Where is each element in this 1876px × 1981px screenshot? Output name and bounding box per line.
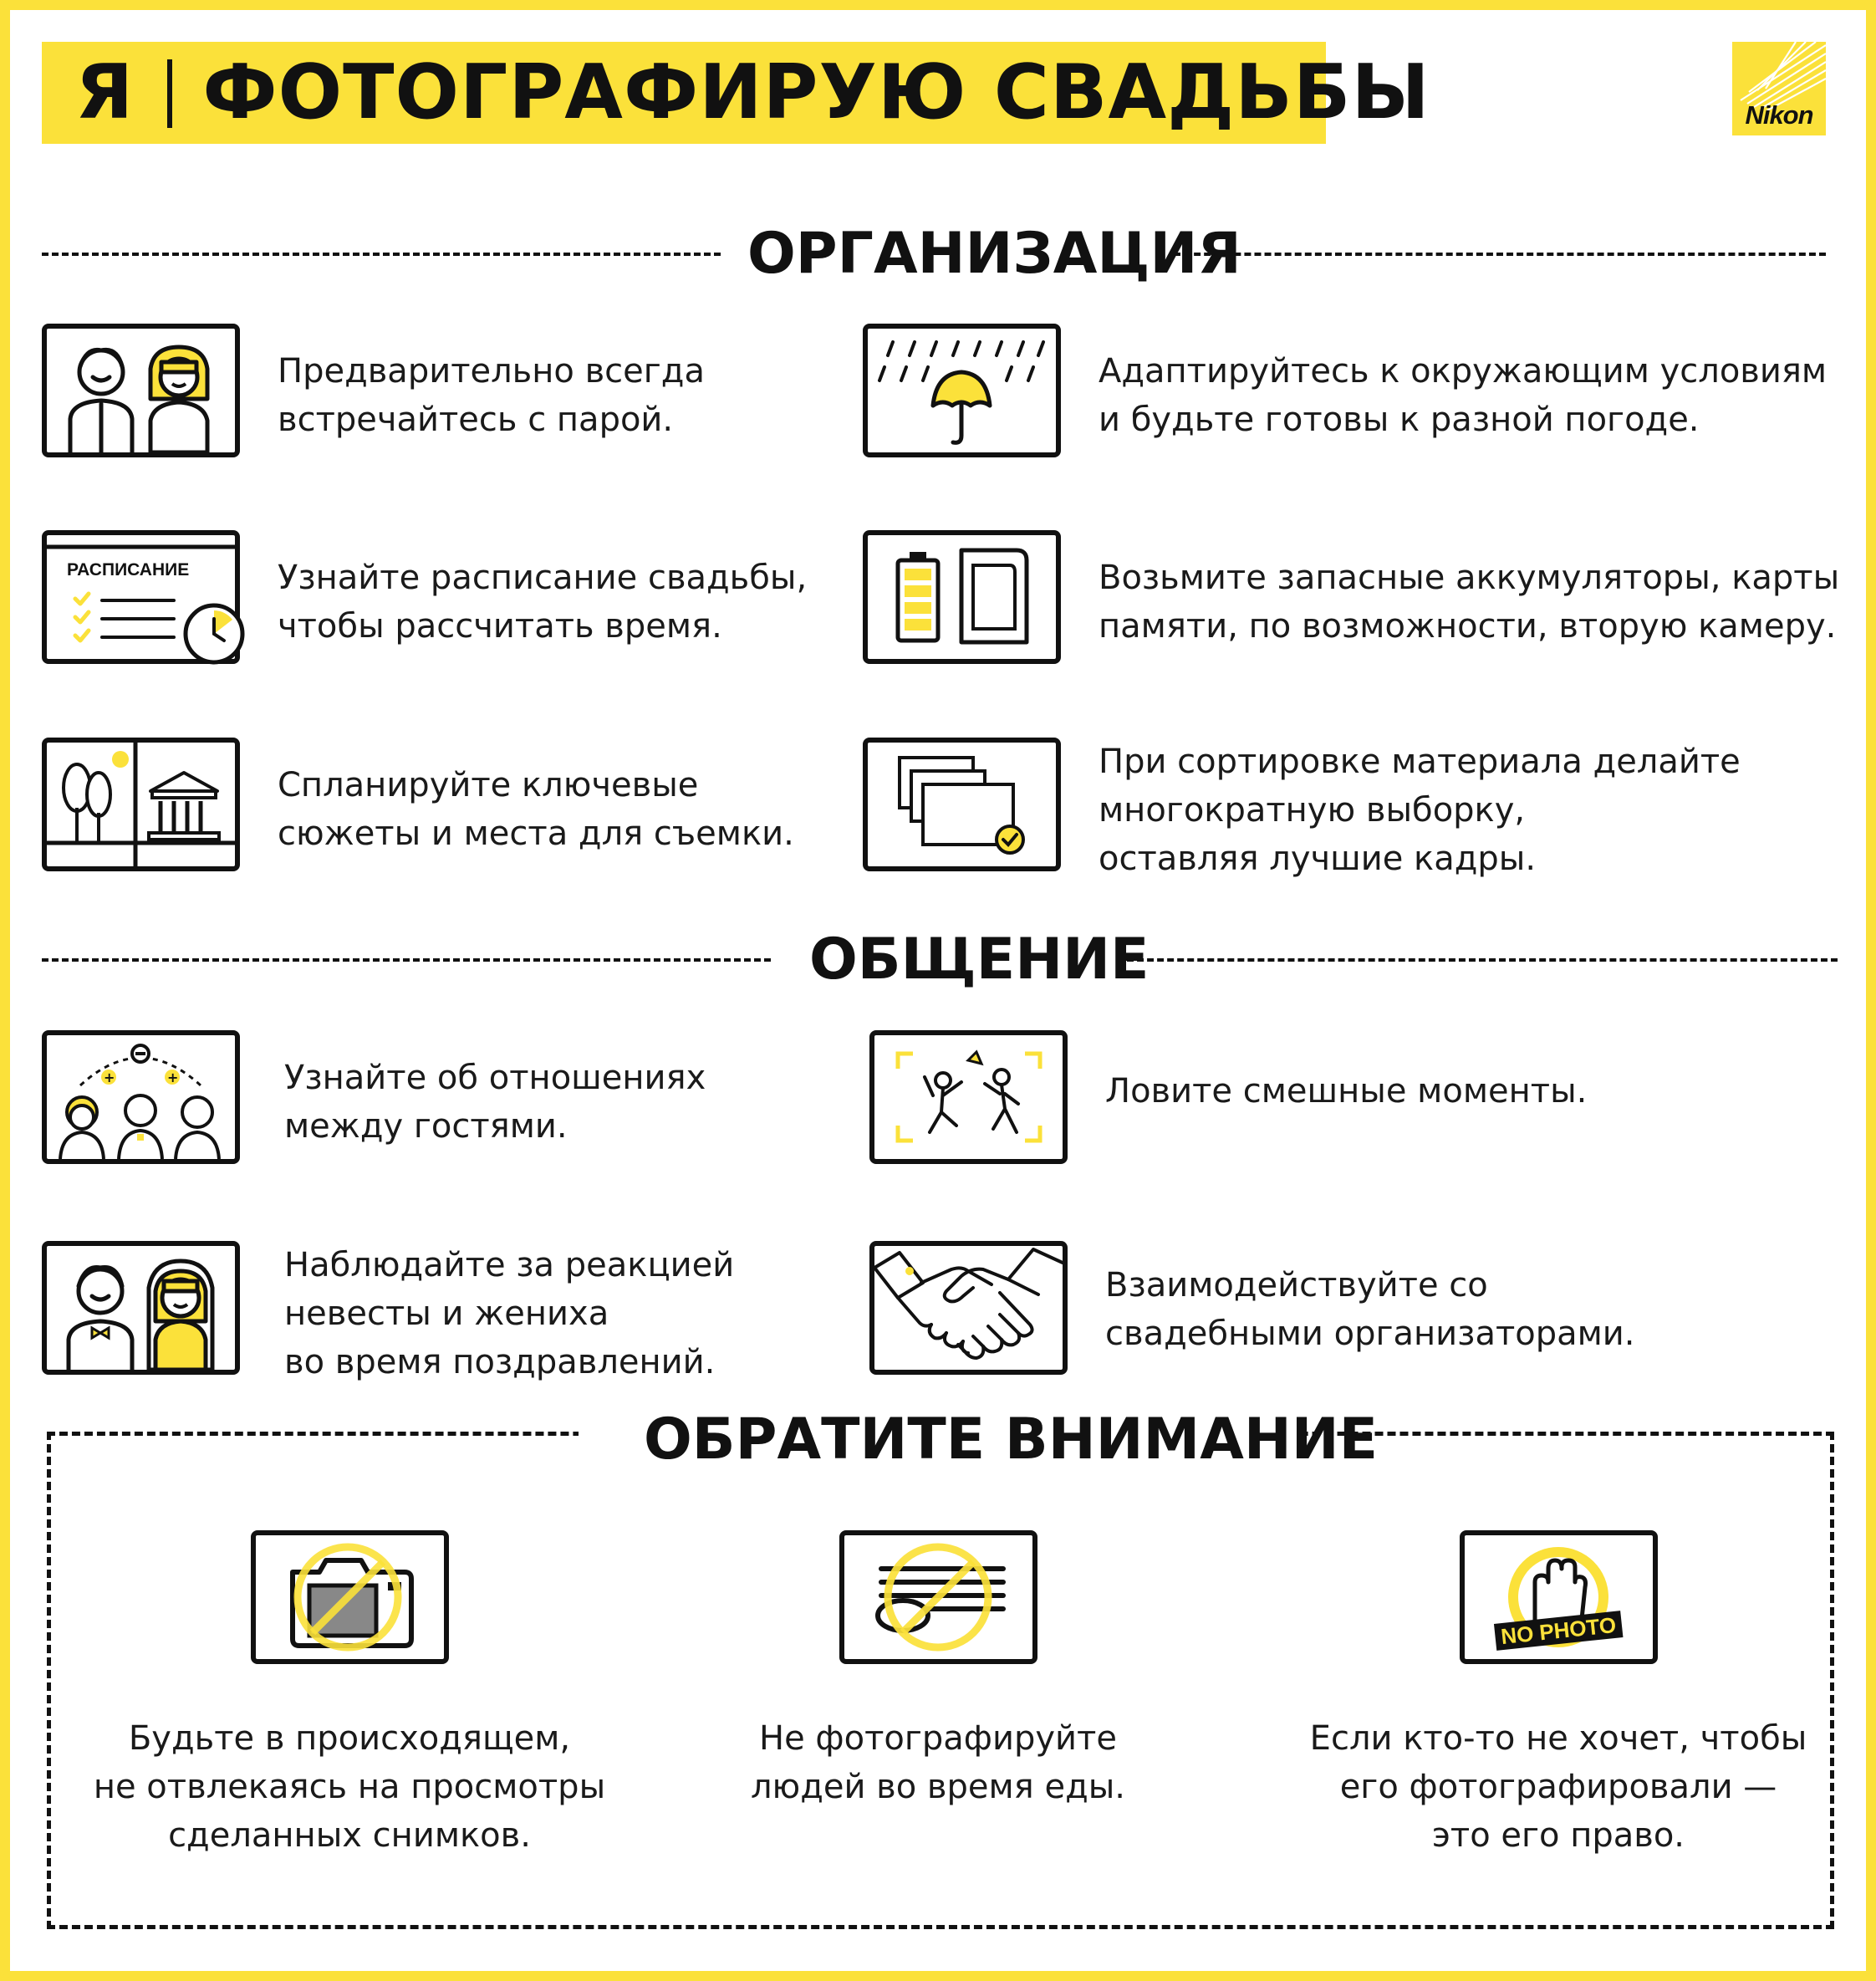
attention-item [670,1530,1206,1811]
tip-text: Узнайте об отношениях между гостями. [284,1059,706,1146]
no-photo-hand-icon [1460,1530,1658,1664]
tip-item [42,738,844,871]
park-building-icon [42,738,240,871]
tip-text: Возьмите запасные аккумуляторы, карты памяти, по возможности, вторую камеру. [1099,559,1840,646]
title-bar [42,42,1430,144]
funny-moment-icon [869,1030,1068,1164]
section-title: ОРГАНИЗАЦИЯ [747,221,1241,287]
infographic-page [10,10,1866,1971]
tip-text: Спланируйте ключевые сюжеты и места для съемки. [278,766,794,853]
title-main: ФОТОГРАФИРУЮ СВАДЬБЫ [202,49,1430,136]
brand-name: Nikon [1745,100,1813,130]
section-communication-heading [42,918,1838,1002]
section-title: ОБРАТИТЕ ВНИМАНИЕ [644,1407,1379,1473]
tip-item [869,1030,1822,1164]
no-eating-photo-icon [839,1530,1037,1664]
tip-text: Адаптируйтесь к окружающим условиям и будьте готовы к разной погоде. [1099,352,1828,439]
section-title: ОБЩЕНИЕ [809,927,1150,993]
page-title [75,49,1430,137]
attention-text: Не фотографируйте людей во время еды. [750,1719,1126,1806]
no-camera-review-icon [251,1530,449,1664]
bride-groom-icon [42,1241,240,1375]
tip-text: При сортировке материала делайте многократную выборку, оставляя лучшие кадры. [1099,743,1741,878]
svg-text:+: + [167,1070,179,1085]
tip-item [863,530,1858,664]
tip-text: Узнайте расписание свадьбы, чтобы рассчитать время. [278,559,808,646]
divider [1174,253,1826,256]
tip-item [863,738,1849,878]
handshake-icon [869,1241,1068,1375]
attention-text: Если кто-то не хочет, чтобы его фотографировали — это его право. [1309,1719,1807,1855]
tip-item [42,1030,844,1164]
title-separator [167,59,172,128]
couple-icon [42,324,240,457]
divider [42,253,721,256]
umbrella-rain-icon [863,324,1061,457]
attention-text: Будьте в происходящем, не отвлекаясь на просмотры сделанных снимков. [93,1719,606,1855]
attention-item [1291,1530,1826,1860]
title-prefix: Я [75,49,135,136]
no-photo-label: NO PHOTO [1499,1611,1617,1650]
tip-item [42,530,844,664]
section-organization-heading [42,212,1826,296]
tip-item [869,1241,1822,1375]
tip-item [42,1241,844,1381]
photo-stack-check-icon [863,738,1061,871]
nikon-logo [1732,42,1826,135]
guests-relations-icon [42,1030,240,1164]
schedule-label: РАСПИСАНИЕ [67,560,190,579]
tip-item [863,324,1849,457]
tip-text: Предварительно всегда встречайтесь с парой. [278,352,705,439]
svg-text:+: + [104,1070,115,1085]
schedule-clock-icon [42,530,240,664]
attention-heading [579,1398,1379,1482]
tip-text: Взаимодействуйте со свадебными организаторами. [1105,1266,1635,1353]
divider [1117,958,1838,962]
tip-text: Наблюдайте за реакцией невесты и жениха во время поздравлений. [284,1246,735,1381]
tip-item [42,324,811,457]
battery-memory-card-icon [863,530,1061,664]
divider [42,958,771,962]
attention-item [82,1530,617,1860]
tip-text: Ловите смешные моменты. [1105,1072,1588,1110]
